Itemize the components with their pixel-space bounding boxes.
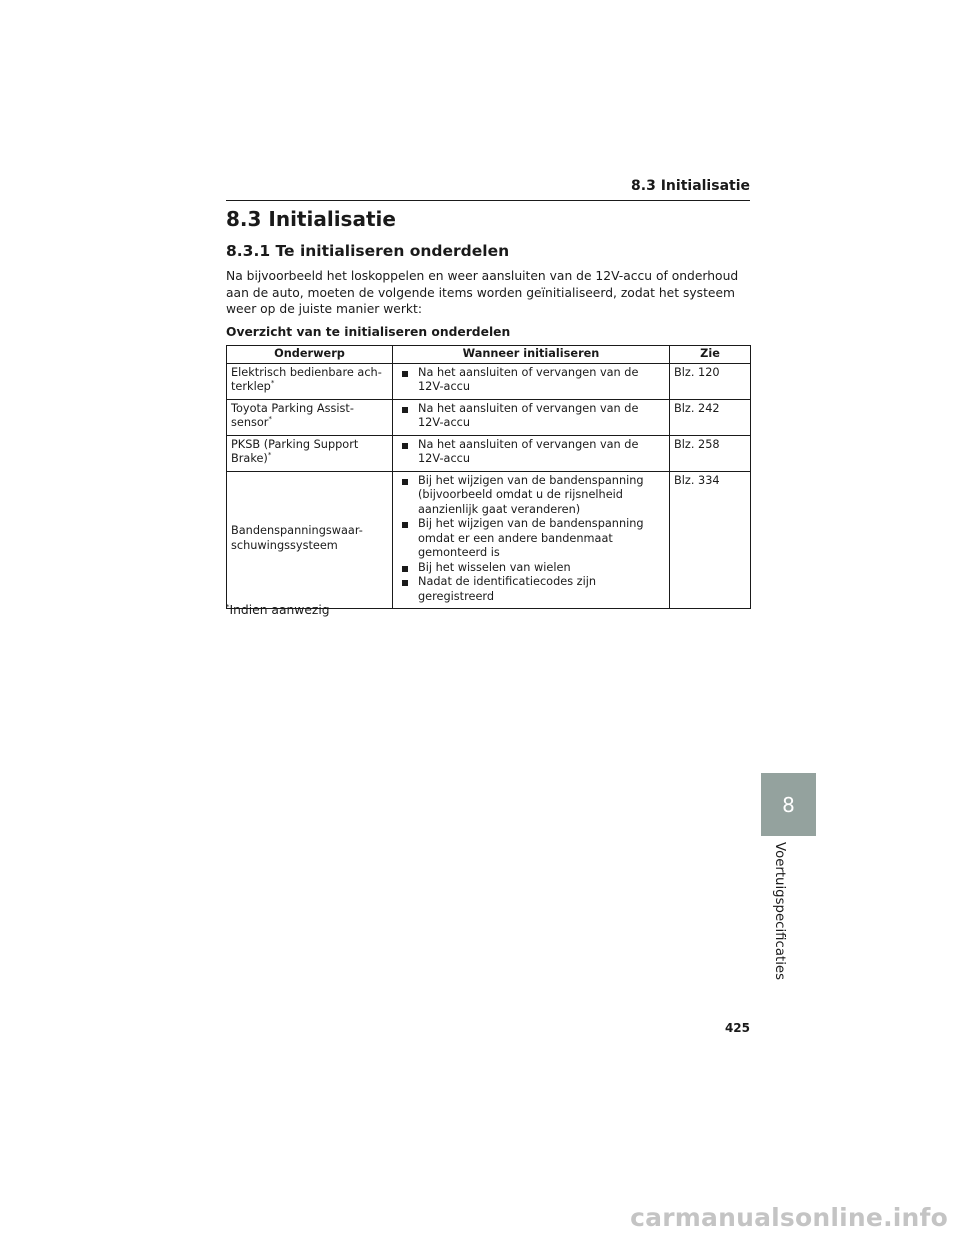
intro-paragraph: Na bijvoorbeeld het loskoppelen en weer aansluiten van de 12V-accu of onderhoud aan de auto, moeten de volgende items worden geïnitialiseerd, zodat het systeem weer op de juiste manier werkt:: [226, 269, 739, 316]
chapter-number: 8: [782, 792, 795, 817]
column-header-subject: Onderwerp: [227, 346, 393, 364]
cell-subject: [227, 435, 393, 471]
cell-subject: [227, 399, 393, 435]
footnote-mark: *: [267, 451, 272, 460]
subject-line: schuwingssysteem: [231, 538, 338, 552]
cell-see: Blz. 242: [670, 399, 751, 435]
cell-subject: [227, 471, 393, 609]
cell-when: [393, 471, 670, 609]
table-title: Overzicht van te initialiseren onderdelen: [226, 325, 511, 339]
cell-when: [393, 399, 670, 435]
subject-line: sensor: [231, 416, 269, 429]
initialization-table: [226, 345, 751, 609]
list-item: Bij het wisselen van wielen: [397, 561, 665, 576]
cell-see: Blz. 120: [670, 363, 751, 399]
running-header: 8.3 Initialisatie: [226, 178, 750, 201]
table-row: [227, 399, 751, 435]
footnote-mark: *: [270, 379, 275, 388]
table-row: [227, 471, 751, 609]
chapter-tab: [761, 773, 816, 836]
subject-line: PKSB (Parking Support: [231, 437, 359, 451]
column-header-when: Wanneer initialiseren: [393, 346, 670, 364]
column-header-see: Zie: [670, 346, 751, 364]
list-item: Na het aansluiten of vervangen van de 12V-accu: [397, 402, 665, 431]
table-row: [227, 435, 751, 471]
table-row: [227, 363, 751, 399]
footnote-mark: *: [226, 602, 230, 611]
list-item: Nadat de identificatiecodes zijn geregistreerd: [397, 575, 665, 604]
subsection-title: 8.3.1 Te initialiseren onderdelen: [226, 242, 510, 260]
cell-subject: [227, 363, 393, 399]
subject-line: Bandenspanningswaar-: [231, 524, 363, 538]
subject-line: Elektrisch bedienbare ach-: [231, 365, 382, 379]
page-number: 425: [724, 1021, 750, 1035]
footnote: [226, 603, 330, 617]
chapter-label: Voertuigspecificaties: [772, 842, 787, 981]
subject-line: Brake): [231, 452, 268, 465]
cell-when: [393, 363, 670, 399]
list-item: Na het aansluiten of vervangen van de 12V-accu: [397, 438, 665, 467]
subject-line: terklep: [231, 380, 271, 393]
cell-see: Blz. 258: [670, 435, 751, 471]
cell-see: Blz. 334: [670, 471, 751, 609]
watermark: carmanualsonline.info: [630, 1203, 948, 1232]
footnote-text: Indien aanwezig: [229, 603, 330, 617]
list-item: Bij het wijzigen van de bandenspanning (bijvoorbeeld omdat u de rijsnelheid aanzienlijk gaat veranderen): [397, 474, 665, 518]
list-item: Na het aansluiten of vervangen van de 12V-accu: [397, 366, 665, 395]
footnote-mark: *: [268, 415, 272, 424]
table-header-row: [227, 346, 751, 364]
section-title: 8.3 Initialisatie: [226, 207, 396, 231]
list-item: Bij het wijzigen van de bandenspanning omdat er een andere bandenmaat gemonteerd is: [397, 517, 665, 561]
subject-line: Toyota Parking Assist-: [231, 401, 354, 415]
cell-when: [393, 435, 670, 471]
